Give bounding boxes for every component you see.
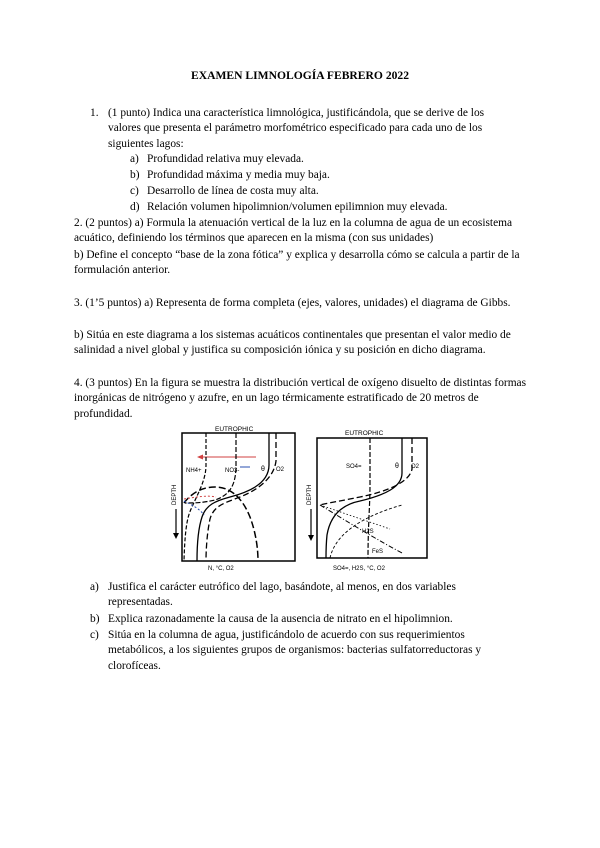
fes-label: FeS — [372, 549, 384, 555]
right-o2-curve — [320, 438, 412, 505]
q1-text: (1 punto) Indica una característica limnológica, justificándola, que se derive de los valores que presenta el parámetro morfométrico especificado para cada uno de los siguientes lagos: — [108, 107, 485, 150]
right-axis-label: DEPTH — [307, 484, 313, 505]
q1-item-text: Profundidad máxima y media muy baja. — [147, 169, 330, 181]
q1-item-text: Relación volumen hipolimnion/volumen epilimnion muy elevada. — [147, 201, 448, 213]
q4-item-label: b) — [90, 613, 100, 625]
o2-curve — [206, 433, 276, 561]
oxygen-profile-figure — [170, 425, 432, 573]
nh4-label: NH4+ — [186, 468, 202, 474]
right-panel-title: EUTROPHIC — [345, 430, 384, 437]
q3-part-b: b) Sitúa en este diagrama a los sistemas acuáticos continentales que presentan el valor medio de salinidad a nivel global y justifica su composición iónica y su posición en dicho diagrama. — [74, 329, 511, 357]
red-dotted-curve — [184, 496, 216, 499]
h2s-label: H2S — [362, 529, 374, 535]
q4-item-text: Justifica el carácter eutrófico del lago, basándote, al menos, en dos variables representadas. — [108, 581, 456, 609]
left-panel — [172, 426, 295, 572]
q4-item-label: c) — [90, 629, 99, 641]
theta-label: θ — [261, 466, 265, 473]
q4-item-text: Sitúa en la columna de agua, justificándolo de acuerdo con sus requerimientos metabólicos, a los siguientes grupos de organismos: bacterias sulfatorreductoras y clorofíceas. — [108, 629, 482, 672]
red-arrowhead — [197, 455, 203, 460]
q1-item-text: Profundidad relativa muy elevada. — [147, 153, 304, 165]
q4-item-label: a) — [90, 581, 99, 593]
q4-intro: 4. (3 puntos) En la figura se muestra la distribución vertical de oxígeno disuelto de distintas formas inorgánicas de nitrógeno y azufre, en un lago térmicamente estratificado de 20 metros de profundidad. — [74, 377, 527, 420]
q3-part-a: 3. (1’5 puntos) a) Representa de forma completa (ejes, valores, unidades) el diagrama de Gibbs. — [74, 297, 511, 309]
q1-item-text: Desarrollo de línea de costa muy alta. — [147, 185, 319, 197]
theta-curve — [197, 433, 269, 561]
q1-item-label: b) — [130, 169, 140, 181]
so4-label: SO4= — [346, 464, 362, 470]
q2-part-a: 2. (2 puntos) a) Formula la atenuación vertical de la luz en la columna de agua de un ecosistema acuático, definiendo los términos que aparecen en la misma (con sus unidades) — [74, 217, 513, 245]
right-theta-label: θ — [395, 463, 399, 470]
q1-number: 1. — [90, 107, 99, 119]
o2-label: O2 — [276, 467, 285, 473]
nh4-curve — [184, 433, 206, 561]
q4-item-text: Explica razonadamente la causa de la ausencia de nitrato en el hipolimnion. — [108, 613, 453, 625]
left-axis-label: DEPTH — [172, 484, 178, 505]
q1-item-label: a) — [130, 153, 139, 165]
q1-item-label: c) — [130, 185, 139, 197]
right-depth-arrowhead — [308, 535, 314, 541]
left-x-label: N, °C, O2 — [208, 566, 234, 572]
q2-part-b: b) Define el concepto “base de la zona fótica” y explica y desarrolla cómo se calcula a partir de la formulación anterior. — [74, 249, 520, 277]
no3-label: NO3- — [225, 468, 240, 474]
left-depth-arrowhead — [173, 533, 179, 539]
right-o2-label: O2 — [411, 464, 420, 470]
left-panel-title: EUTROPHIC — [215, 426, 254, 433]
q1-item-label: d) — [130, 201, 140, 213]
right-panel — [307, 430, 427, 572]
page-title: EXAMEN LIMNOLOGÍA FEBRERO 2022 — [190, 69, 410, 82]
right-theta-curve — [326, 438, 402, 558]
right-x-label: SO4=, H2S, °C, O2 — [333, 566, 385, 572]
